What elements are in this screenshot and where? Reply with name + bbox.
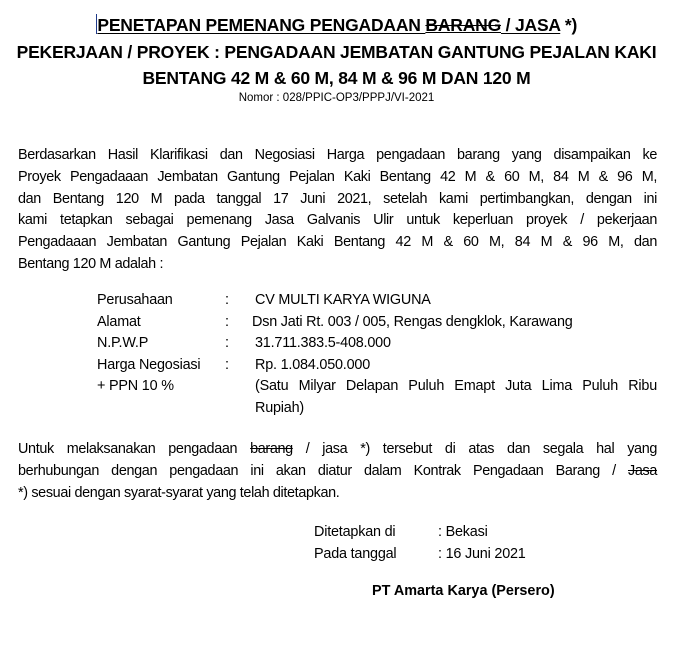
detail-label: + PPN 10 % [97, 378, 174, 394]
paragraph-line: dan Bentang 120 M pada tanggal 17 Juni 2021, setelah kami pertimbangkan, dengan ini [18, 190, 657, 207]
detail-row-alamat [97, 312, 657, 334]
detail-colon: : [225, 356, 229, 373]
title-footnote-mark: *) [560, 15, 578, 35]
text-segment: berhubungan dengan pengadaan ini akan diatur dalam Kontrak Pengadaan Barang / [18, 462, 628, 479]
issuing-company: PT Amarta Karya (Persero) [372, 583, 555, 599]
date-label: Pada tanggal [314, 546, 397, 562]
detail-value-company: CV MULTI KARYA WIGUNA [255, 292, 431, 308]
detail-label: Alamat [97, 313, 141, 330]
detail-row-harga [97, 355, 657, 377]
detail-row-perusahaan [97, 290, 657, 312]
struck-jasa: Jasa [628, 462, 657, 479]
paragraph-line: Berdasarkan Hasil Klarifikasi dan Negosiasi Harga pengadaan barang yang disampaikan ke [18, 147, 657, 163]
struck-barang: barang [250, 441, 293, 457]
paragraph-line: Bentang 120 M adalah : [18, 255, 164, 272]
detail-row-npwp [97, 333, 657, 355]
document-number: Nomor : 028/PPIC-OP3/PPPJ/VI-2021 [238, 92, 435, 104]
detail-value-npwp: 31.711.383.5-408.000 [255, 335, 391, 351]
paragraph-line: kami tetapkan sebagai pemenang Jasa Galvanis Ulir untuk keperluan proyek / pekerjaan [18, 212, 657, 229]
place-label: Ditetapkan di [314, 524, 396, 540]
title-underlined-part2: / JASA [501, 15, 561, 35]
detail-value-price: Rp. 1.084.050.000 [255, 356, 371, 373]
document-title [0, 14, 673, 36]
detail-label: Harga Negosiasi [97, 356, 201, 373]
detail-colon: : [225, 292, 229, 308]
project-title-line1: PEKERJAAN / PROYEK : PENGADAAN JEMBATAN GANTUNG PEJALAN KAKI [16, 42, 657, 62]
detail-row-ppn [97, 376, 657, 419]
detail-value-price-words: (Satu Milyar Delapan Puluh Emapt Juta Lima Puluh Ribu Rupiah) [255, 378, 657, 416]
title-underlined-part1: PENETAPAN PEMENANG PENGADAAN [97, 15, 426, 35]
title-struck-barang: BARANG [425, 15, 501, 35]
detail-value-address: Dsn Jati Rt. 003 / 005, Rengas dengklok, Karawang [252, 313, 573, 330]
text-segment: / jasa *) tersebut di atas dan segala hal yang [292, 441, 658, 457]
paragraph-line [18, 439, 657, 461]
paragraph-line: Pengadaaan Jembatan Gantung Pejalan Kaki Bentang 42 M & 60 M, 84 M & 96 M, dan [18, 234, 657, 251]
project-title-line2: BENTANG 42 M & 60 M, 84 M & 96 M DAN 120 M [142, 68, 531, 88]
winner-details [97, 290, 657, 419]
detail-colon: : [225, 335, 229, 351]
detail-colon: : [225, 313, 229, 330]
date-value: : 16 Juni 2021 [438, 546, 526, 562]
text-segment: Untuk melaksanakan pengadaan [18, 441, 251, 457]
paragraph-line: *) sesuai dengan syarat-syarat yang telah ditetapkan. [18, 484, 340, 501]
detail-label: N.P.W.P [97, 335, 149, 351]
place-value: : Bekasi [438, 524, 488, 540]
closing-paragraph [18, 439, 657, 504]
intro-paragraph [18, 145, 657, 276]
paragraph-line [18, 461, 657, 483]
detail-label: Perusahaan [97, 292, 173, 308]
paragraph-line: Proyek Pengadaaan Jembatan Gantung Pejalan Kaki Bentang 42 M & 60 M, 84 M & 96 M, [18, 168, 657, 185]
